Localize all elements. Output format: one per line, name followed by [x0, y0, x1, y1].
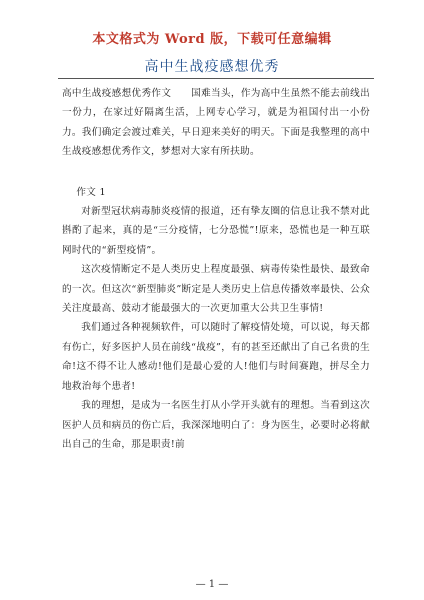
body-paragraph-3: 我们通过各种视频软件，可以随时了解疫情处境，可以说，每天都有伤亡，好多医护人员在前线“战疫”，有的甚至还献出了自己名贵的生命!这不得不让人感动!他们是最心爱的人!他们与时间赛跑，拼尽全力地救治每个患者! [62, 322, 370, 392]
document-body [62, 84, 370, 454]
page-number: — 1 — [195, 579, 229, 590]
body-paragraph-4: 我的理想，是成为一名医生打从小学开头就有的理想。当看到这次医护人员和病员的伤亡后，我深深地明白了：身为医生，必要时必将献出自己的生命，那是职责!前 [62, 400, 370, 450]
paragraph-gap [62, 162, 370, 183]
body-paragraph-1: 对新型冠状病毒肺炎疫情的报道，还有挚友圈的信息让我不禁对此斟酌了起来，真的是“三分疫情，七分恐慌”!原来，恐慌也是一种互联网时代的“新型疫情”。 [62, 206, 370, 256]
title-divider [58, 78, 374, 79]
section-label: 作文 1 [76, 186, 106, 198]
document-title: 高中生战疫感想优秀 [144, 59, 280, 75]
body-paragraph-2: 这次疫情断定不是人类历史上程度最强、病毒传染性最快、最致命的一次。但这次“新型肺炎”断定是人类历史上信息传播效率最快、公众关注度最高、鼓动才能最强大的一次更加重大公共卫生事情! [62, 264, 370, 315]
intro-paragraph: 高中生战疫感想优秀作文 国难当头，作为高中生虽然不能去前线出一份力，在家过好隔离生活，上网专心学习，就是为祖国付出一小份力。我们确定会渡过难关，早日迎来美好的明天。下面是我整理的高中生战疫感想优秀作文，梦想对大家有所扶助。 [62, 88, 370, 158]
download-banner: 本文格式为 Word 版，下载可任意编辑 [92, 32, 332, 47]
